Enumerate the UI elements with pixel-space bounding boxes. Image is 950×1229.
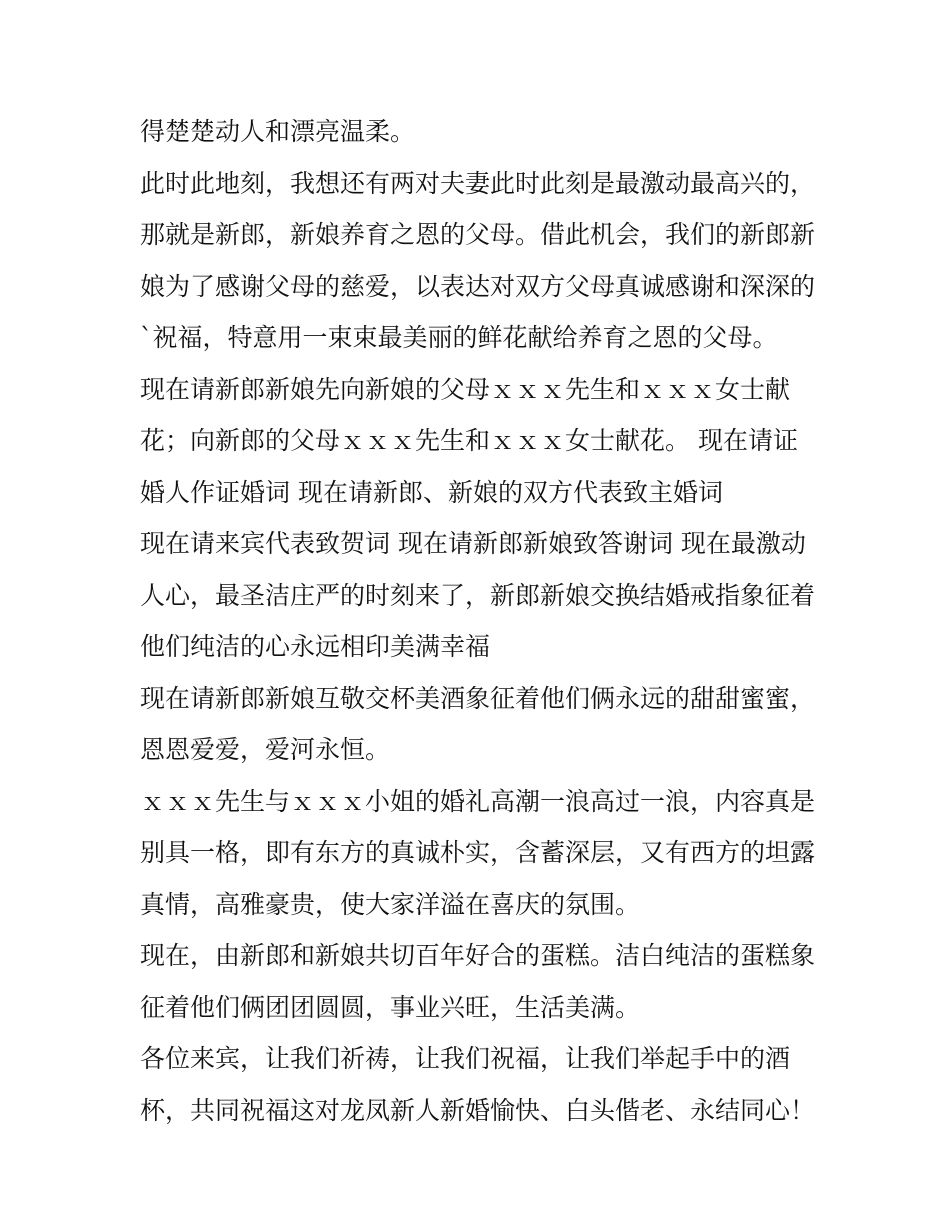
text-line: 那就是新郎，新娘养育之恩的父母。借此机会，我们的新郎新 (140, 220, 816, 249)
text-line: 杯，共同祝福这对龙凤新人新婚愉快、白头偕老、永结同心！ (140, 1095, 816, 1125)
text-line: 征着他们俩团团圆圆，事业兴旺，生活美满。 (140, 992, 641, 1022)
text-line: ｘｘｘ先生与ｘｘｘ小姐的婚礼高潮一浪高过一浪，内容真是 (140, 786, 816, 816)
text-line: 恩恩爱爱，爱河永恒。 (140, 735, 391, 764)
text-line: 真情，高雅豪贵，使大家洋溢在喜庆的氛围。 (140, 889, 641, 919)
text-line: 别具一格，即有东方的真诚朴实，含蓄深层，又有西方的坦露 (140, 838, 816, 867)
text-line: 现在，由新郎和新娘共切百年好合的蛋糕。洁白纯洁的蛋糕象 (140, 941, 816, 970)
text-line: 得楚楚动人和漂亮温柔。 (140, 117, 416, 146)
text-line: 现在请新郎新娘互敬交杯美酒象征着他们俩永远的甜甜蜜蜜， (140, 683, 816, 713)
text-line: 现在请来宾代表致贺词 现在请新郎新娘致答谢词 现在最激动 (140, 529, 806, 558)
text-line: 婚人作证婚词 现在请新郎、新娘的双方代表致主婚词 (140, 477, 723, 507)
text-line: 娘为了感谢父母的慈爱，以表达对双方父母真诚感谢和深深的 (140, 271, 816, 301)
text-line: 此时此地刻，我想还有两对夫妻此时此刻是最激动最高兴的， (140, 168, 816, 198)
text-line: 人心，最圣洁庄严的时刻来了，新郎新娘交换结婚戒指象征着 (140, 580, 816, 610)
text-line: 各位来宾，让我们祈祷，让我们祝福，让我们举起手中的酒 (140, 1044, 791, 1073)
text-line: 现在请新郎新娘先向新娘的父母ｘｘｘ先生和ｘｘｘ女士献 (140, 374, 791, 404)
text-line: 他们纯洁的心永远相印美满幸福 (140, 632, 491, 661)
text-line: `祝福，特意用一束束最美丽的鲜花献给养育之恩的父母。 (140, 323, 778, 352)
text-line: 花；向新郎的父母ｘｘｘ先生和ｘｘｘ女士献花。 现在请证 (140, 426, 798, 455)
document-body (140, 106, 820, 1136)
